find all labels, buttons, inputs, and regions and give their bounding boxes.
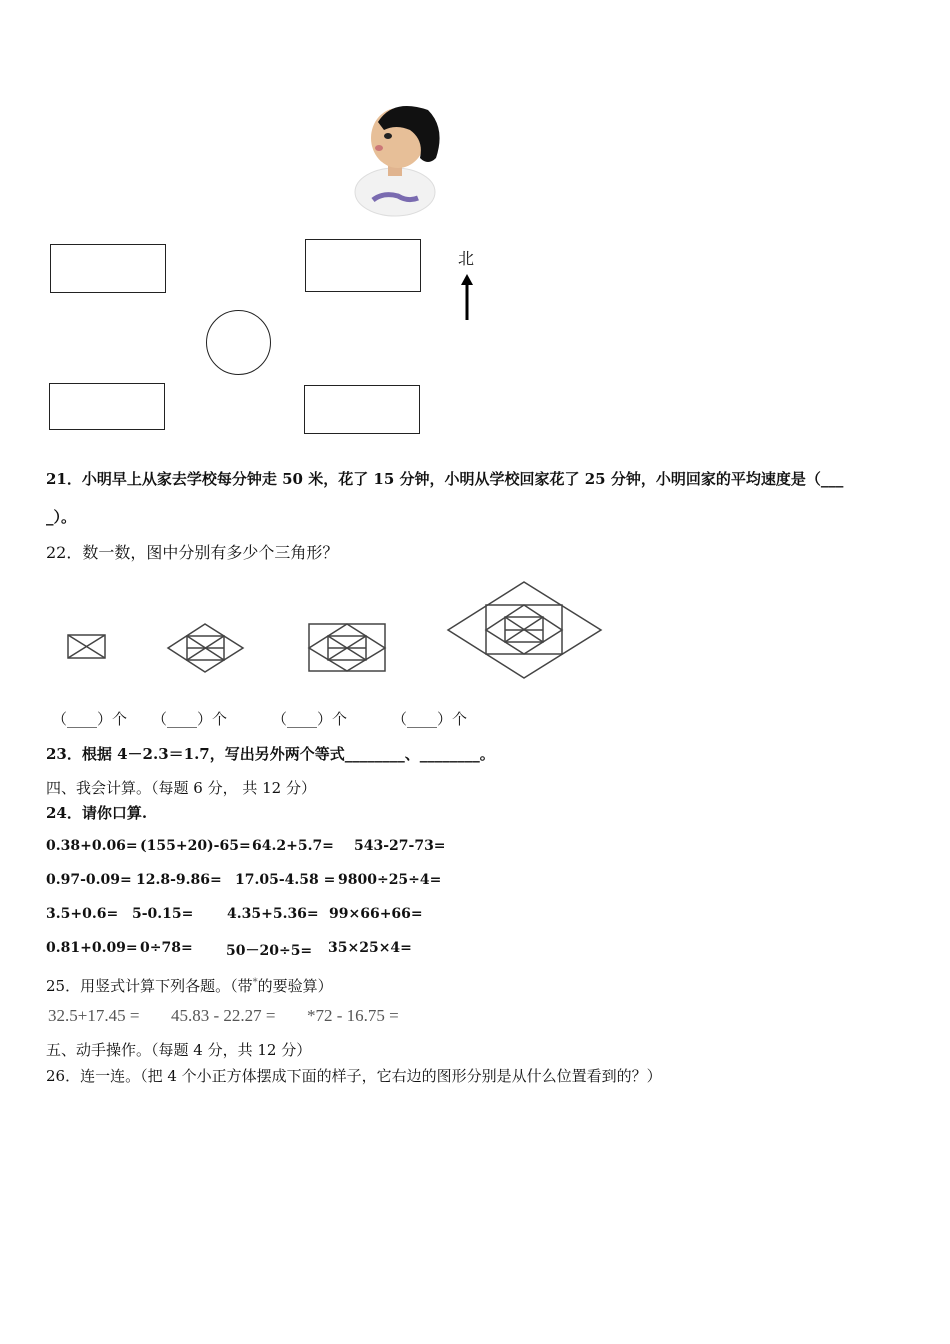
answer-blank-2[interactable]: （____）个	[152, 710, 228, 728]
north-arrow-icon	[460, 274, 474, 320]
question-25-title-text: 25．用竖式计算下列各题。（带	[46, 977, 253, 995]
calc-item: 17.05-4.58 =	[235, 872, 336, 888]
calc-item: 5-0.15=	[132, 906, 194, 922]
calc-item: 0.97-0.09=	[46, 872, 132, 888]
question-26: 26．连一连。（把 4 个小正方体摆成下面的样子，它右边的图形分别是从什么位置看到的？）	[46, 1067, 662, 1085]
question-25-title-end: 的要验算）	[257, 977, 333, 995]
question-23: 23．根据 4－2.3＝1.7，写出另外两个等式________、________。	[46, 745, 495, 763]
calc-item: 0÷78=	[140, 940, 193, 956]
answer-blank-4[interactable]: （____）个	[392, 710, 468, 728]
triangle-figure-1	[67, 634, 107, 660]
map-box-top-left	[50, 244, 166, 293]
section-5-heading: 五、动手操作。（每题 4 分，共 12 分）	[46, 1041, 312, 1059]
calc-item: 99×66+66=	[329, 906, 423, 922]
star-mark: *	[252, 977, 258, 988]
map-box-bottom-right	[304, 385, 420, 434]
question-25-title	[46, 973, 333, 996]
vertical-calc-2: 45.83 - 22.27 =	[171, 1006, 276, 1025]
calc-item: 64.2+5.7=	[252, 838, 334, 854]
calc-item: 3.5+0.6=	[46, 906, 119, 922]
calc-item: 4.35+5.36=	[227, 906, 319, 922]
vertical-calc-3: *72 - 16.75 =	[307, 1006, 399, 1025]
calc-item: 50－20÷5=	[226, 943, 313, 959]
map-box-top-right	[305, 239, 421, 292]
boy-looking-up-image	[348, 100, 448, 212]
answer-blank-3[interactable]: （____）个	[272, 710, 348, 728]
triangle-figure-3	[308, 622, 388, 674]
calc-item: 12.8-9.86=	[136, 872, 222, 888]
question-21-line2: _）。	[46, 508, 77, 526]
answer-blank-1[interactable]: （____）个	[52, 710, 128, 728]
question-21-line1: 21．小明早上从家去学校每分钟走 50 米，花了 15 分钟，小明从学校回家花了 25 分钟，小明回家的平均速度是（___	[46, 470, 844, 488]
vertical-calc-1: 32.5+17.45 =	[48, 1006, 140, 1025]
map-box-bottom-left	[49, 383, 165, 430]
question-24-title: 24．请你口算.	[46, 804, 148, 822]
section-4-heading: 四、我会计算。（每题 6 分， 共 12 分）	[46, 779, 316, 797]
calc-item: 543-27-73=	[354, 838, 446, 854]
question-22-title: 22．数一数，图中分别有多少个三角形？	[46, 543, 339, 562]
calc-item: (155+20)-65=	[140, 838, 251, 854]
calc-item: 9800÷25÷4=	[338, 872, 442, 888]
calc-item: 0.81+0.09=	[46, 940, 138, 956]
calc-item: 35×25×4=	[328, 940, 412, 956]
calc-item: 0.38+0.06=	[46, 838, 138, 854]
compass-north-label: 北	[458, 249, 475, 268]
triangle-figure-2	[167, 622, 245, 674]
triangle-figure-4	[446, 580, 604, 680]
map-center-circle	[206, 310, 271, 375]
